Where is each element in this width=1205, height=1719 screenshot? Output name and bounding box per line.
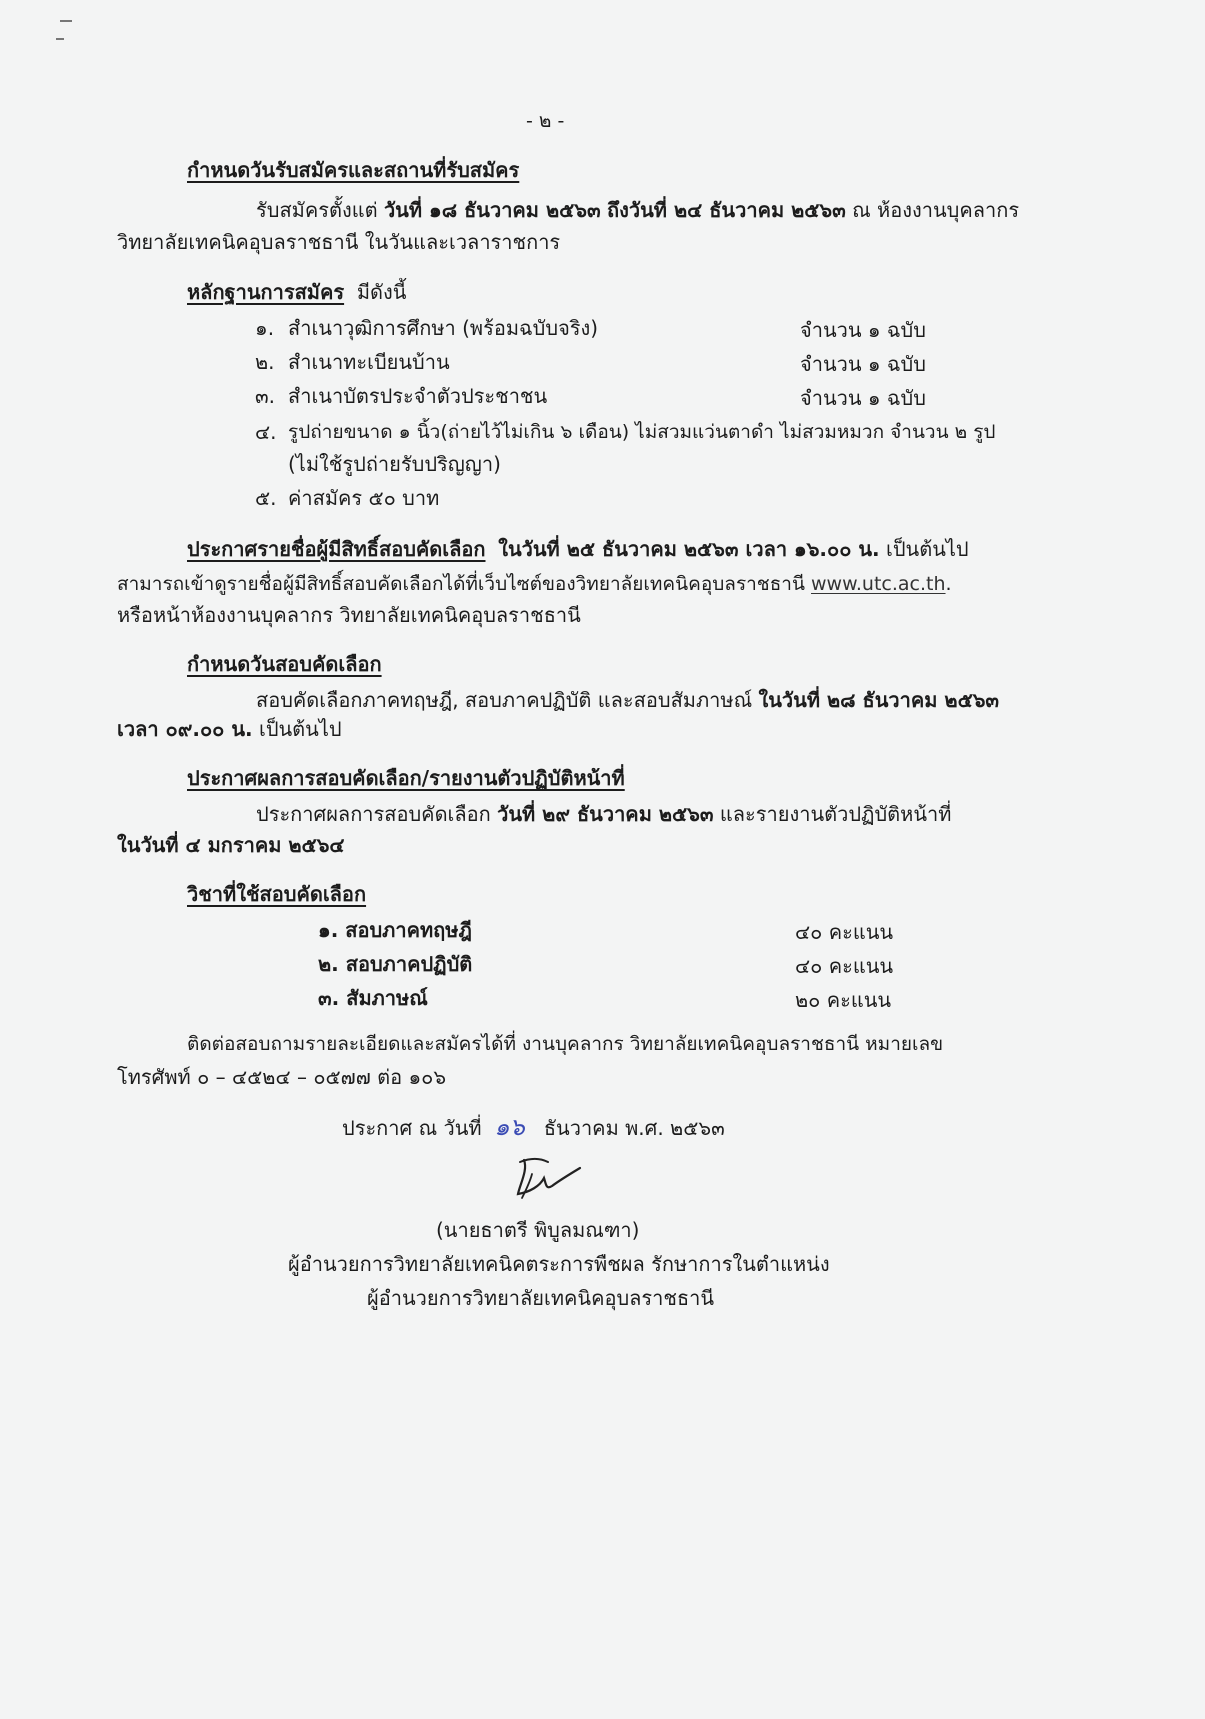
handwritten-day: ๑๖ bbox=[494, 1113, 525, 1141]
paragraph-application-period-line2: วิทยาลัยเทคนิคอุบลราชธานี ในวันและเวลาราชการ bbox=[117, 230, 561, 254]
signatory-name: (นายธาตรี พิบูลมณฑา) bbox=[436, 1218, 640, 1242]
doc-item-qty: จำนวน ๑ ฉบับ bbox=[800, 386, 926, 410]
contact-line1: ติดต่อสอบถามรายละเอียดและสมัครได้ที่ งานบุคลากร วิทยาลัยเทคนิคอุบลราชธานี หมายเลข bbox=[187, 1033, 944, 1055]
doc-item-text: สำเนาบัตรประจำตัวประชาชน bbox=[288, 384, 548, 408]
paragraph-exam-results-line1: ประกาศผลการสอบคัดเลือก วันที่ ๒๙ ธันวาคม ๒๕๖๓ และรายงานตัวปฏิบัติหน้าที่ bbox=[256, 802, 952, 826]
paragraph-candidate-list-line1: ประกาศรายชื่อผู้มีสิทธิ์สอบคัดเลือก ในวันที่ ๒๕ ธันวาคม ๒๕๖๓ เวลา ๑๖.๐๐ น. เป็นต้นไป bbox=[187, 537, 969, 561]
heading-exam-subjects: วิชาที่ใช้สอบคัดเลือก bbox=[187, 882, 367, 906]
scan-mark bbox=[60, 20, 72, 22]
heading-application-period: กำหนดวันรับสมัครและสถานที่รับสมัคร bbox=[187, 158, 520, 182]
subject-name: ๒. สอบภาคปฏิบัติ bbox=[318, 952, 473, 976]
heading-exam-results: ประกาศผลการสอบคัดเลือก/รายงานตัวปฏิบัติหน้าที่ bbox=[187, 766, 625, 790]
doc-item-text: ค่าสมัคร ๕๐ บาท bbox=[288, 486, 440, 510]
doc-item-num: ๔. bbox=[255, 420, 277, 444]
doc-item-text: สำเนาวุฒิการศึกษา (พร้อมฉบับจริง) bbox=[288, 316, 599, 340]
doc-item-text-cont: (ไม่ใช้รูปถ่ายรับปริญญา) bbox=[288, 452, 501, 476]
heading-documents: หลักฐานการสมัคร bbox=[187, 280, 345, 304]
paragraph-candidate-list-line3: หรือหน้าห้องงานบุคลากร วิทยาลัยเทคนิคอุบลราชธานี bbox=[117, 603, 581, 627]
doc-item-num: ๑. bbox=[255, 316, 275, 340]
doc-item-num: ๒. bbox=[255, 350, 275, 374]
scan-mark bbox=[56, 38, 64, 40]
page-number: - ๒ - bbox=[526, 110, 565, 132]
announcement-date: ประกาศ ณ วันที่ ๑๖ ธันวาคม พ.ศ. ๒๕๖๓ bbox=[342, 1113, 725, 1141]
doc-item-text: สำเนาทะเบียนบ้าน bbox=[288, 350, 450, 374]
contact-line2: โทรศัพท์ ๐ – ๔๕๒๔ – ๐๕๗๗ ต่อ ๑๐๖ bbox=[117, 1065, 447, 1089]
heading-candidate-list: ประกาศรายชื่อผู้มีสิทธิ์สอบคัดเลือก bbox=[187, 537, 486, 561]
paragraph-candidate-list-line2: สามารถเข้าดูรายชื่อผู้มีสิทธิ์สอบคัดเลือกได้ที่เว็บไซต์ของวิทยาลัยเทคนิคอุบลราชธานี www.utc.ac.th. bbox=[117, 573, 952, 595]
heading-documents-row: หลักฐานการสมัคร มีดังนี้ bbox=[187, 280, 407, 304]
subject-score: ๔๐ คะแนน bbox=[795, 954, 894, 978]
heading-exam-date: กำหนดวันสอบคัดเลือก bbox=[187, 652, 382, 676]
paragraph-exam-results-line2: ในวันที่ ๔ มกราคม ๒๕๖๔ bbox=[117, 833, 345, 857]
doc-item-qty: จำนวน ๑ ฉบับ bbox=[800, 352, 926, 376]
doc-item-qty: จำนวน ๑ ฉบับ bbox=[800, 318, 926, 342]
doc-item-num: ๓. bbox=[255, 384, 276, 408]
website-link[interactable]: www.utc.ac.th bbox=[811, 573, 946, 595]
doc-item-num: ๕. bbox=[255, 486, 277, 510]
subject-name: ๓. สัมภาษณ์ bbox=[318, 986, 428, 1010]
paragraph-exam-date-line2: เวลา ๐๙.๐๐ น. เป็นต้นไป bbox=[117, 717, 342, 741]
doc-item-text: รูปถ่ายขนาด ๑ นิ้ว(ถ่ายไว้ไม่เกิน ๖ เดือน) ไม่สวมแว่นตาดำ ไม่สวมหมวก จำนวน ๒ รูป bbox=[288, 421, 996, 443]
subject-score: ๔๐ คะแนน bbox=[795, 920, 894, 944]
subject-score: ๒๐ คะแนน bbox=[795, 988, 892, 1012]
paragraph-application-period-line1: รับสมัครตั้งแต่ วันที่ ๑๘ ธันวาคม ๒๕๖๓ ถึงวันที่ ๒๔ ธันวาคม ๒๕๖๓ ณ ห้องงานบุคลากร bbox=[256, 198, 1020, 222]
paragraph-exam-date-line1: สอบคัดเลือกภาคทฤษฎี, สอบภาคปฏิบัติ และสอบสัมภาษณ์ ในวันที่ ๒๘ ธันวาคม ๒๕๖๓ bbox=[256, 688, 1000, 712]
signature-image bbox=[510, 1148, 590, 1208]
signatory-position-line2: ผู้อำนวยการวิทยาลัยเทคนิคอุบลราชธานี bbox=[367, 1286, 715, 1310]
signatory-position-line1: ผู้อำนวยการวิทยาลัยเทคนิคตระการพืชผล รักษาการในตำแหน่ง bbox=[288, 1252, 830, 1276]
subject-name: ๑. สอบภาคทฤษฎี bbox=[318, 918, 472, 942]
